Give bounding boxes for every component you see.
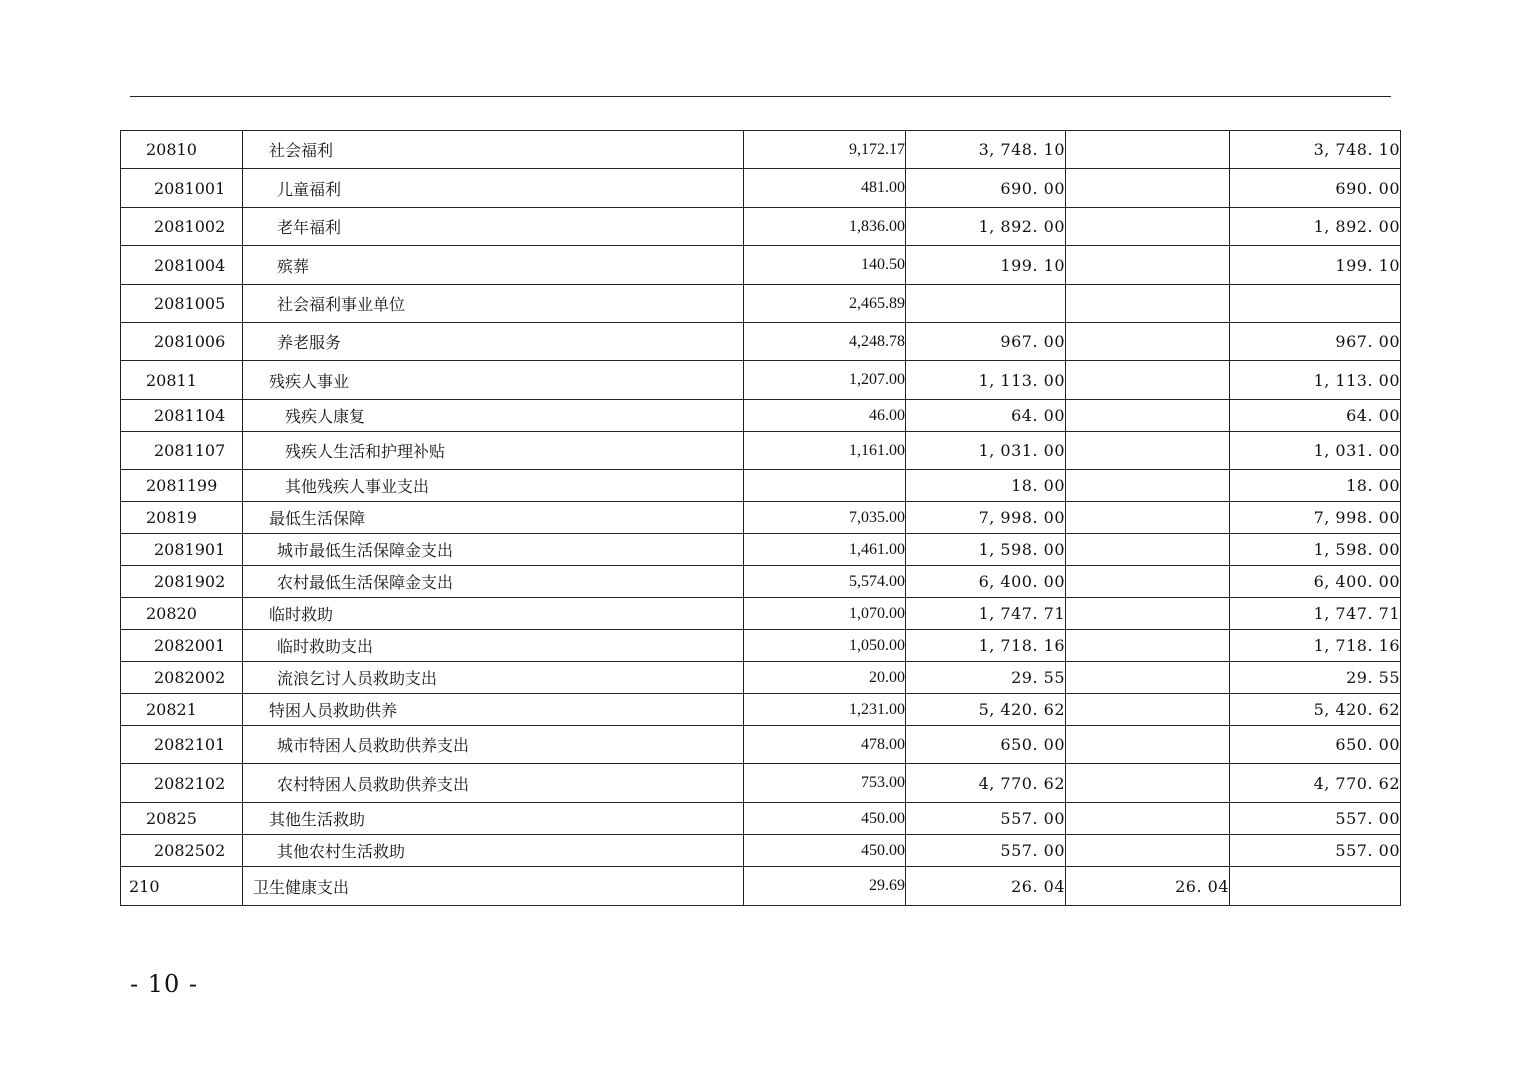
amount-cell-1: 4,248.78 bbox=[744, 323, 906, 361]
subject-name-cell: 农村最低生活保障金支出 bbox=[243, 566, 744, 598]
subject-code-cell: 2081107 bbox=[121, 432, 243, 470]
amount-cell-3 bbox=[1066, 169, 1230, 208]
amount-cell-1: 140.50 bbox=[744, 246, 906, 285]
subject-code-cell: 20825 bbox=[121, 803, 243, 835]
amount-cell-1: 478.00 bbox=[744, 726, 906, 764]
subject-code-cell: 20820 bbox=[121, 598, 243, 630]
amount-cell-3 bbox=[1066, 432, 1230, 470]
budget-table bbox=[120, 130, 1401, 906]
amount-cell-1: 481.00 bbox=[744, 169, 906, 208]
amount-cell-4: 6, 400. 00 bbox=[1230, 566, 1401, 598]
amount-cell-3 bbox=[1066, 726, 1230, 764]
amount-cell-3 bbox=[1066, 208, 1230, 246]
table-row bbox=[121, 867, 1401, 906]
amount-cell-2: 1, 598. 00 bbox=[906, 534, 1066, 566]
header-rule bbox=[130, 96, 1391, 97]
table-row bbox=[121, 835, 1401, 867]
amount-cell-3 bbox=[1066, 246, 1230, 285]
amount-cell-1: 9,172.17 bbox=[744, 131, 906, 169]
amount-cell-4: 690. 00 bbox=[1230, 169, 1401, 208]
amount-cell-3 bbox=[1066, 598, 1230, 630]
amount-cell-4: 199. 10 bbox=[1230, 246, 1401, 285]
table-row bbox=[121, 246, 1401, 285]
amount-cell-2: 557. 00 bbox=[906, 835, 1066, 867]
table-row bbox=[121, 361, 1401, 400]
amount-cell-4: 18. 00 bbox=[1230, 470, 1401, 502]
amount-cell-4 bbox=[1230, 285, 1401, 323]
amount-cell-2: 967. 00 bbox=[906, 323, 1066, 361]
amount-cell-3 bbox=[1066, 662, 1230, 694]
amount-cell-1: 1,231.00 bbox=[744, 694, 906, 726]
amount-cell-2: 26. 04 bbox=[906, 867, 1066, 906]
subject-name-cell: 殡葬 bbox=[243, 246, 744, 285]
amount-cell-3 bbox=[1066, 835, 1230, 867]
amount-cell-2: 690. 00 bbox=[906, 169, 1066, 208]
amount-cell-2: 6, 400. 00 bbox=[906, 566, 1066, 598]
amount-cell-2: 1, 892. 00 bbox=[906, 208, 1066, 246]
amount-cell-2: 4, 770. 62 bbox=[906, 764, 1066, 803]
subject-code-cell: 20810 bbox=[121, 131, 243, 169]
subject-name-cell: 老年福利 bbox=[243, 208, 744, 246]
amount-cell-4: 1, 718. 16 bbox=[1230, 630, 1401, 662]
amount-cell-4: 5, 420. 62 bbox=[1230, 694, 1401, 726]
amount-cell-3 bbox=[1066, 400, 1230, 432]
subject-code-cell: 20811 bbox=[121, 361, 243, 400]
subject-name-cell: 城市特困人员救助供养支出 bbox=[243, 726, 744, 764]
subject-name-cell: 农村特困人员救助供养支出 bbox=[243, 764, 744, 803]
amount-cell-4: 64. 00 bbox=[1230, 400, 1401, 432]
table-row bbox=[121, 323, 1401, 361]
table-row bbox=[121, 208, 1401, 246]
subject-name-cell: 临时救助支出 bbox=[243, 630, 744, 662]
amount-cell-1: 5,574.00 bbox=[744, 566, 906, 598]
subject-code-cell: 2081005 bbox=[121, 285, 243, 323]
subject-name-cell: 残疾人事业 bbox=[243, 361, 744, 400]
table-row bbox=[121, 285, 1401, 323]
amount-cell-4: 1, 747. 71 bbox=[1230, 598, 1401, 630]
subject-code-cell: 2081901 bbox=[121, 534, 243, 566]
amount-cell-2: 557. 00 bbox=[906, 803, 1066, 835]
subject-name-cell: 特困人员救助供养 bbox=[243, 694, 744, 726]
subject-code-cell: 2081001 bbox=[121, 169, 243, 208]
amount-cell-1: 753.00 bbox=[744, 764, 906, 803]
page-number: - 10 - bbox=[130, 970, 199, 998]
subject-name-cell: 临时救助 bbox=[243, 598, 744, 630]
amount-cell-1: 20.00 bbox=[744, 662, 906, 694]
amount-cell-3 bbox=[1066, 502, 1230, 534]
amount-cell-2: 1, 031. 00 bbox=[906, 432, 1066, 470]
subject-code-cell: 2081006 bbox=[121, 323, 243, 361]
table-row bbox=[121, 764, 1401, 803]
amount-cell-1: 1,050.00 bbox=[744, 630, 906, 662]
amount-cell-4: 3, 748. 10 bbox=[1230, 131, 1401, 169]
amount-cell-1: 1,461.00 bbox=[744, 534, 906, 566]
amount-cell-3 bbox=[1066, 534, 1230, 566]
subject-name-cell: 残疾人生活和护理补贴 bbox=[243, 432, 744, 470]
amount-cell-4: 557. 00 bbox=[1230, 835, 1401, 867]
amount-cell-2: 1, 113. 00 bbox=[906, 361, 1066, 400]
amount-cell-4: 967. 00 bbox=[1230, 323, 1401, 361]
amount-cell-2: 650. 00 bbox=[906, 726, 1066, 764]
table-row bbox=[121, 470, 1401, 502]
subject-name-cell: 儿童福利 bbox=[243, 169, 744, 208]
amount-cell-4: 557. 00 bbox=[1230, 803, 1401, 835]
amount-cell-1: 46.00 bbox=[744, 400, 906, 432]
subject-code-cell: 2082101 bbox=[121, 726, 243, 764]
subject-name-cell: 社会福利事业单位 bbox=[243, 285, 744, 323]
amount-cell-2: 64. 00 bbox=[906, 400, 1066, 432]
amount-cell-3 bbox=[1066, 323, 1230, 361]
amount-cell-3 bbox=[1066, 131, 1230, 169]
amount-cell-2: 1, 747. 71 bbox=[906, 598, 1066, 630]
amount-cell-1: 1,070.00 bbox=[744, 598, 906, 630]
amount-cell-3: 26. 04 bbox=[1066, 867, 1230, 906]
subject-code-cell: 2081902 bbox=[121, 566, 243, 598]
amount-cell-4: 1, 598. 00 bbox=[1230, 534, 1401, 566]
amount-cell-1: 450.00 bbox=[744, 835, 906, 867]
table-row bbox=[121, 662, 1401, 694]
amount-cell-2: 5, 420. 62 bbox=[906, 694, 1066, 726]
subject-code-cell: 2081199 bbox=[121, 470, 243, 502]
subject-code-cell: 20821 bbox=[121, 694, 243, 726]
table-row bbox=[121, 598, 1401, 630]
subject-name-cell: 养老服务 bbox=[243, 323, 744, 361]
amount-cell-1: 450.00 bbox=[744, 803, 906, 835]
amount-cell-4: 1, 892. 00 bbox=[1230, 208, 1401, 246]
amount-cell-2: 199. 10 bbox=[906, 246, 1066, 285]
subject-code-cell: 2082002 bbox=[121, 662, 243, 694]
table-row bbox=[121, 726, 1401, 764]
table-row bbox=[121, 566, 1401, 598]
subject-code-cell: 2081002 bbox=[121, 208, 243, 246]
amount-cell-3 bbox=[1066, 566, 1230, 598]
table-row bbox=[121, 131, 1401, 169]
amount-cell-1: 1,161.00 bbox=[744, 432, 906, 470]
subject-name-cell: 流浪乞讨人员救助支出 bbox=[243, 662, 744, 694]
budget-table-body bbox=[121, 131, 1401, 906]
amount-cell-3 bbox=[1066, 764, 1230, 803]
subject-name-cell: 其他生活救助 bbox=[243, 803, 744, 835]
amount-cell-3 bbox=[1066, 285, 1230, 323]
subject-name-cell: 卫生健康支出 bbox=[243, 867, 744, 906]
amount-cell-4 bbox=[1230, 867, 1401, 906]
subject-name-cell: 残疾人康复 bbox=[243, 400, 744, 432]
subject-code-cell: 20819 bbox=[121, 502, 243, 534]
subject-name-cell: 社会福利 bbox=[243, 131, 744, 169]
table-row bbox=[121, 630, 1401, 662]
table-row bbox=[121, 502, 1401, 534]
table-row bbox=[121, 694, 1401, 726]
amount-cell-3 bbox=[1066, 630, 1230, 662]
amount-cell-3 bbox=[1066, 694, 1230, 726]
table-row bbox=[121, 534, 1401, 566]
subject-name-cell: 其他残疾人事业支出 bbox=[243, 470, 744, 502]
amount-cell-1: 1,836.00 bbox=[744, 208, 906, 246]
amount-cell-3 bbox=[1066, 361, 1230, 400]
amount-cell-2: 3, 748. 10 bbox=[906, 131, 1066, 169]
amount-cell-2: 29. 55 bbox=[906, 662, 1066, 694]
amount-cell-4: 650. 00 bbox=[1230, 726, 1401, 764]
amount-cell-2: 1, 718. 16 bbox=[906, 630, 1066, 662]
subject-code-cell: 2081004 bbox=[121, 246, 243, 285]
subject-code-cell: 2082502 bbox=[121, 835, 243, 867]
table-row bbox=[121, 400, 1401, 432]
amount-cell-4: 7, 998. 00 bbox=[1230, 502, 1401, 534]
amount-cell-3 bbox=[1066, 803, 1230, 835]
amount-cell-1: 2,465.89 bbox=[744, 285, 906, 323]
amount-cell-3 bbox=[1066, 470, 1230, 502]
subject-code-cell: 2082001 bbox=[121, 630, 243, 662]
subject-name-cell: 最低生活保障 bbox=[243, 502, 744, 534]
amount-cell-1: 29.69 bbox=[744, 867, 906, 906]
amount-cell-1: 7,035.00 bbox=[744, 502, 906, 534]
subject-code-cell: 2082102 bbox=[121, 764, 243, 803]
subject-name-cell: 城市最低生活保障金支出 bbox=[243, 534, 744, 566]
amount-cell-1: 1,207.00 bbox=[744, 361, 906, 400]
amount-cell-2: 7, 998. 00 bbox=[906, 502, 1066, 534]
subject-code-cell: 210 bbox=[121, 867, 243, 906]
amount-cell-4: 4, 770. 62 bbox=[1230, 764, 1401, 803]
subject-code-cell: 2081104 bbox=[121, 400, 243, 432]
amount-cell-4: 29. 55 bbox=[1230, 662, 1401, 694]
amount-cell-4: 1, 113. 00 bbox=[1230, 361, 1401, 400]
table-row bbox=[121, 432, 1401, 470]
amount-cell-4: 1, 031. 00 bbox=[1230, 432, 1401, 470]
amount-cell-2: 18. 00 bbox=[906, 470, 1066, 502]
amount-cell-2 bbox=[906, 285, 1066, 323]
subject-name-cell: 其他农村生活救助 bbox=[243, 835, 744, 867]
amount-cell-1 bbox=[744, 470, 906, 502]
table-row bbox=[121, 169, 1401, 208]
table-row bbox=[121, 803, 1401, 835]
